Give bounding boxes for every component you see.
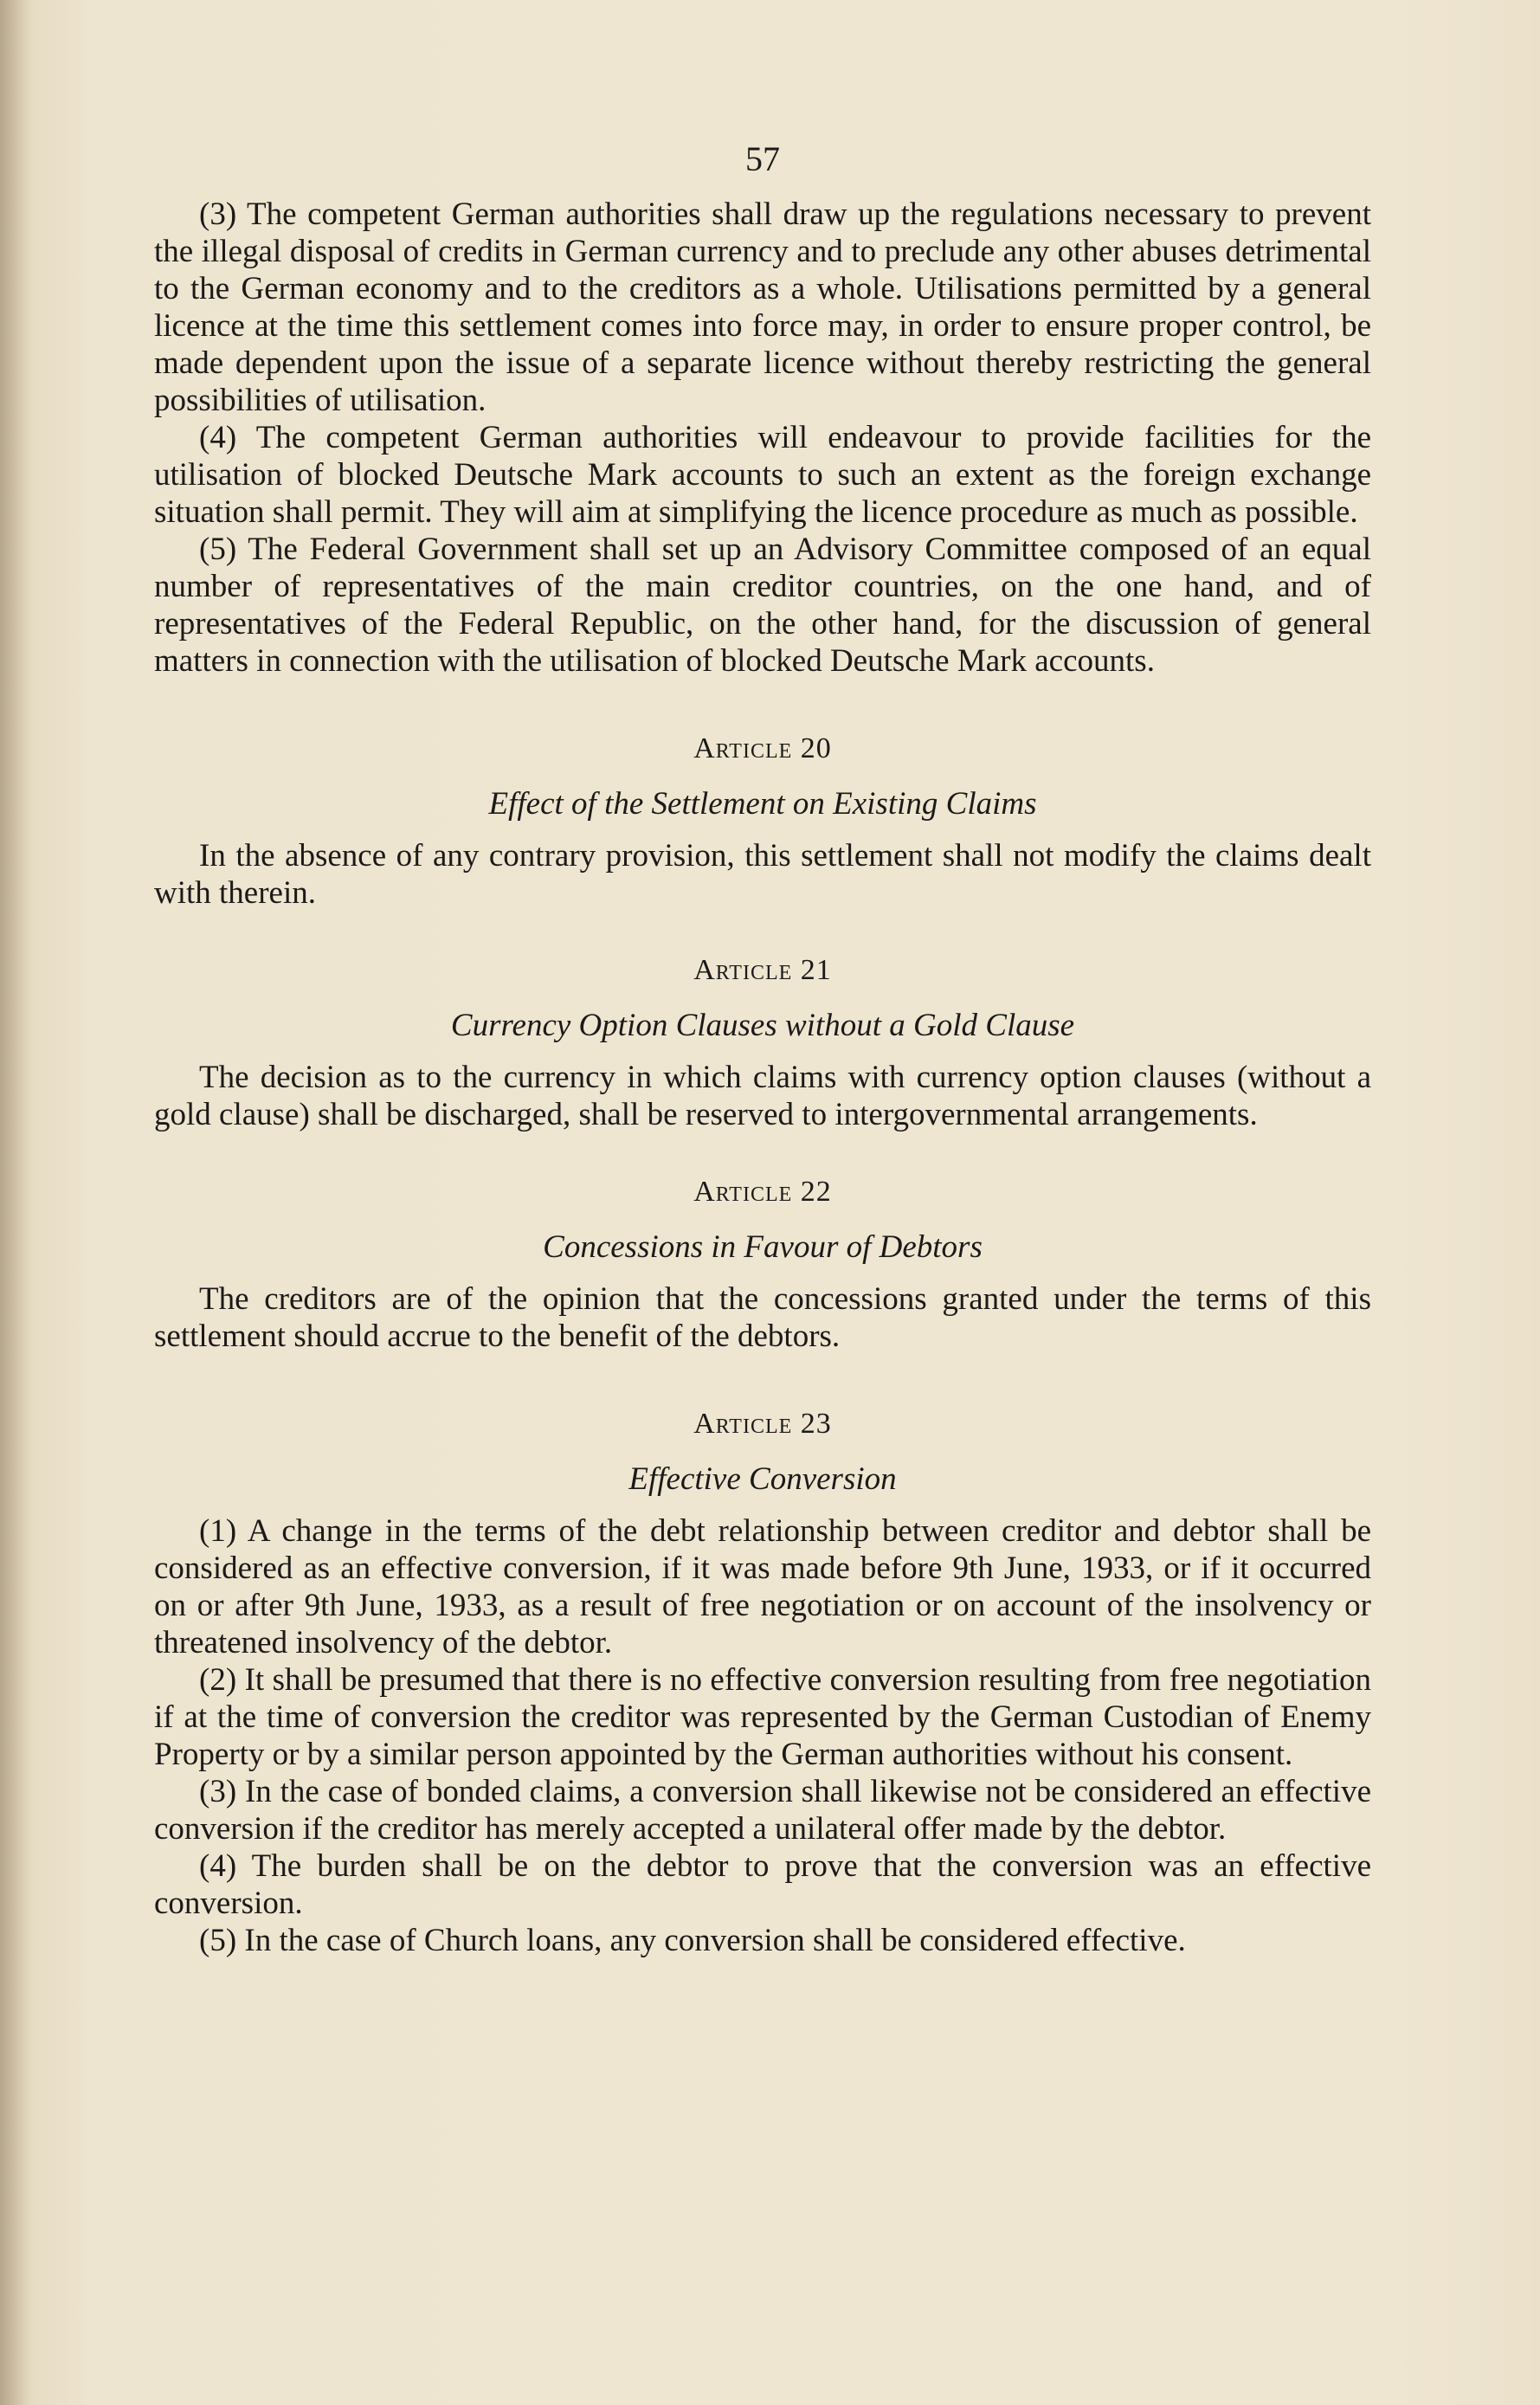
article-23-paragraph-1: (1) A change in the terms of the debt relationship between creditor and debtor shall be considered as an effective conversion, if it was made before 9th June, 1933, or if it occurred on or after 9th June, 1933, as a result of free negotiation or on account of the insolvency or threatened insolvency of the debtor.	[154, 1513, 1371, 1660]
article-21-title: Currency Option Clauses without a Gold Clause	[450, 1008, 1075, 1043]
paragraph-3: (3) The competent German authorities shall draw up the regulations necessary to prevent the illegal disposal of credits in German currency and to preclude any other abuses detrimental to the German economy and to the creditors as a whole. Utilisations permitted by a general licence at the time this settlement comes into force may, in order to ensure proper control, be made dependent upon the issue of a separate licence without thereby restricting the general possibilities of utilisation.	[154, 197, 1371, 418]
article-21-heading: Article 21	[693, 954, 832, 986]
article-23-paragraph-3: (3) In the case of bonded claims, a conversion shall likewise not be considered an effective conversion if the creditor has merely accepted a unilateral offer made by the debtor.	[154, 1774, 1371, 1847]
article-20-title: Effect of the Settlement on Existing Claims	[488, 786, 1037, 822]
paragraph-5: (5) The Federal Government shall set up an Advisory Committee composed of an equal number of representatives of the main creditor countries, on the one hand, and of representatives of the Federal Republic, on the other hand, for the discussion of general matters in connection with the utilisation of blocked Deutsche Mark accounts.	[154, 532, 1371, 679]
binding-gutter-shadow	[0, 0, 29, 2405]
article-23-paragraph-2: (2) It shall be presumed that there is no effective conversion resulting from free negotiation if at the time of conversion the creditor was represented by the German Custodian of Enemy Property or by a similar person appointed by the German authorities without his consent.	[154, 1662, 1371, 1772]
article-20-paragraph: In the absence of any contrary provision, this settlement shall not modify the claims dealt with therein.	[154, 838, 1371, 911]
article-20-heading: Article 20	[693, 732, 832, 764]
article-21-paragraph: The decision as to the currency in which claims with currency option clauses (without a gold clause) shall be discharged, shall be reserved to intergovernmental arrangements.	[154, 1060, 1371, 1132]
article-23-paragraph-4: (4) The burden shall be on the debtor to prove that the conversion was an effective conversion.	[154, 1848, 1371, 1921]
page-number: 57	[745, 139, 780, 178]
article-22-title: Concessions in Favour of Debtors	[543, 1229, 983, 1265]
article-22-paragraph: The creditors are of the opinion that the concessions granted under the terms of this settlement should accrue to the benefit of the debtors.	[154, 1281, 1371, 1354]
article-23-heading: Article 23	[693, 1408, 832, 1440]
article-22-heading: Article 22	[693, 1176, 832, 1208]
article-23-paragraph-5: (5) In the case of Church loans, any conversion shall be considered effective.	[199, 1923, 1186, 1958]
article-23-title: Effective Conversion	[628, 1461, 897, 1497]
page-text-block	[154, 139, 1371, 1959]
paragraph-4: (4) The competent German authorities will endeavour to provide facilities for the utilisation of blocked Deutsche Mark accounts to such an extent as the foreign exchange situation shall permit. They will aim at simplifying the licence procedure as much as possible.	[154, 420, 1371, 530]
